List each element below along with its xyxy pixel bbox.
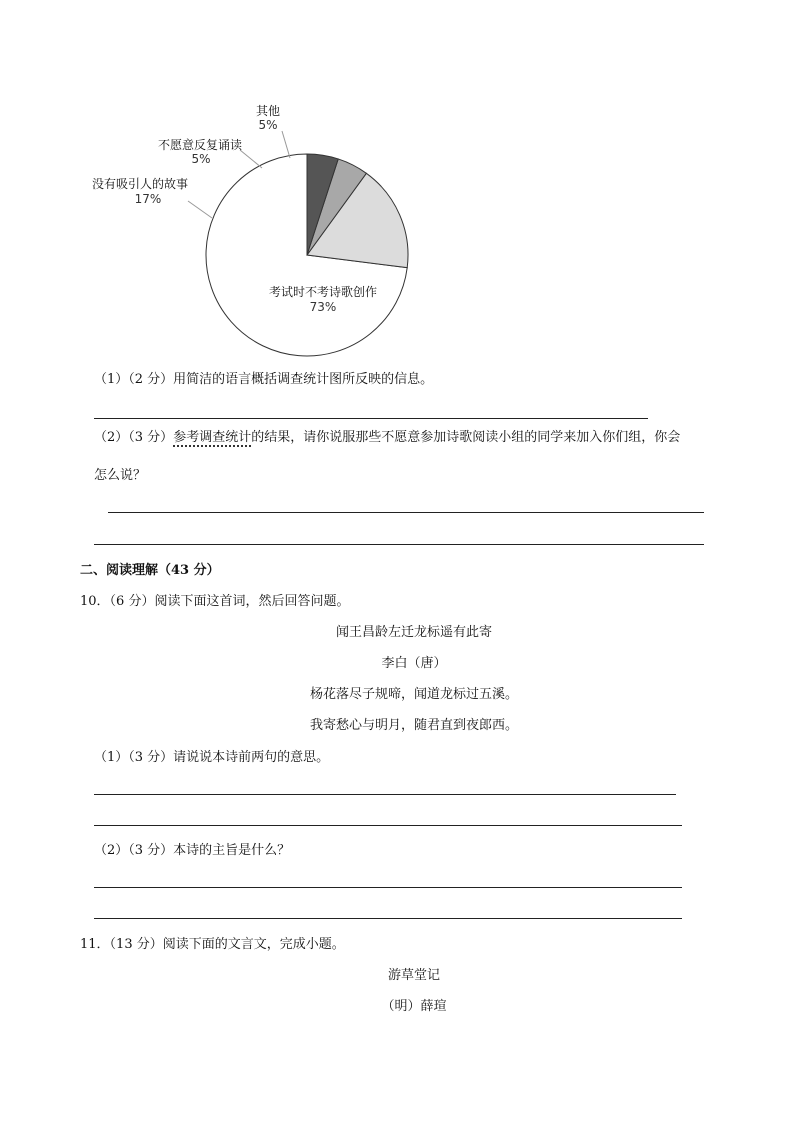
answer-line[interactable]	[94, 544, 704, 545]
pie-leader-line	[240, 150, 262, 168]
pie-slice-label: 没有吸引人的故事	[91, 177, 189, 191]
poem-title: 闻王昌龄左迁龙标遥有此寄	[335, 625, 492, 640]
pie-slice-label: 其他	[255, 104, 281, 118]
q11-stem: 11．（13 分）阅读下面的文言文，完成小题。	[80, 937, 345, 952]
q9-sub2-prefix: （2）（3 分）	[94, 430, 174, 445]
q9-sub2-body: 的结果，请你说服那些不愿意参加诗歌阅读小组的同学来加入你们组，你会	[251, 430, 681, 445]
q10-stem: 10．（6 分）阅读下面这首词，然后回答问题。	[80, 594, 350, 609]
answer-line[interactable]	[94, 887, 682, 888]
passage-title: 游草堂记	[387, 968, 440, 983]
answer-line[interactable]	[94, 918, 682, 919]
pie-leader-line	[188, 201, 212, 218]
q9-sub1: （1）（2 分）用简洁的语言概括调查统计图所反映的信息。	[94, 372, 434, 387]
poem-line-1: 杨花落尽子规啼，闻道龙标过五溪。	[309, 687, 518, 702]
q10-sub2: （2）（3 分）本诗的主旨是什么？	[94, 843, 291, 858]
q10-sub1: （1）（3 分）请说说本诗前两句的意思。	[94, 750, 330, 765]
section-heading: 二、阅读理解（43 分）	[80, 563, 220, 578]
q9-sub2	[94, 430, 680, 446]
pie-chart	[0, 0, 794, 370]
poem-line-2: 我寄愁心与明月，随君直到夜郎西。	[309, 718, 518, 733]
q9-sub2-continued: 怎么说？	[94, 468, 147, 483]
pie-slice-value: 5%	[258, 118, 278, 132]
answer-line[interactable]	[94, 825, 682, 826]
answer-line[interactable]	[94, 418, 648, 419]
poem-author: 李白（唐）	[381, 656, 447, 671]
answer-line[interactable]	[94, 794, 676, 795]
answer-line[interactable]	[108, 512, 704, 513]
pie-slice-label: 不愿意反复诵读	[157, 138, 243, 152]
pie-slice-value: 17%	[134, 192, 162, 206]
passage-author: （明）薛瑄	[381, 999, 447, 1014]
pie-slice-value: 5%	[191, 152, 211, 166]
pie-leader-line	[282, 131, 290, 158]
pie-slice-label: 考试时不考诗歌创作	[268, 285, 378, 299]
pie-slice-value: 73%	[309, 300, 337, 314]
q9-sub2-emphasis: 参考调查统计	[173, 430, 252, 445]
